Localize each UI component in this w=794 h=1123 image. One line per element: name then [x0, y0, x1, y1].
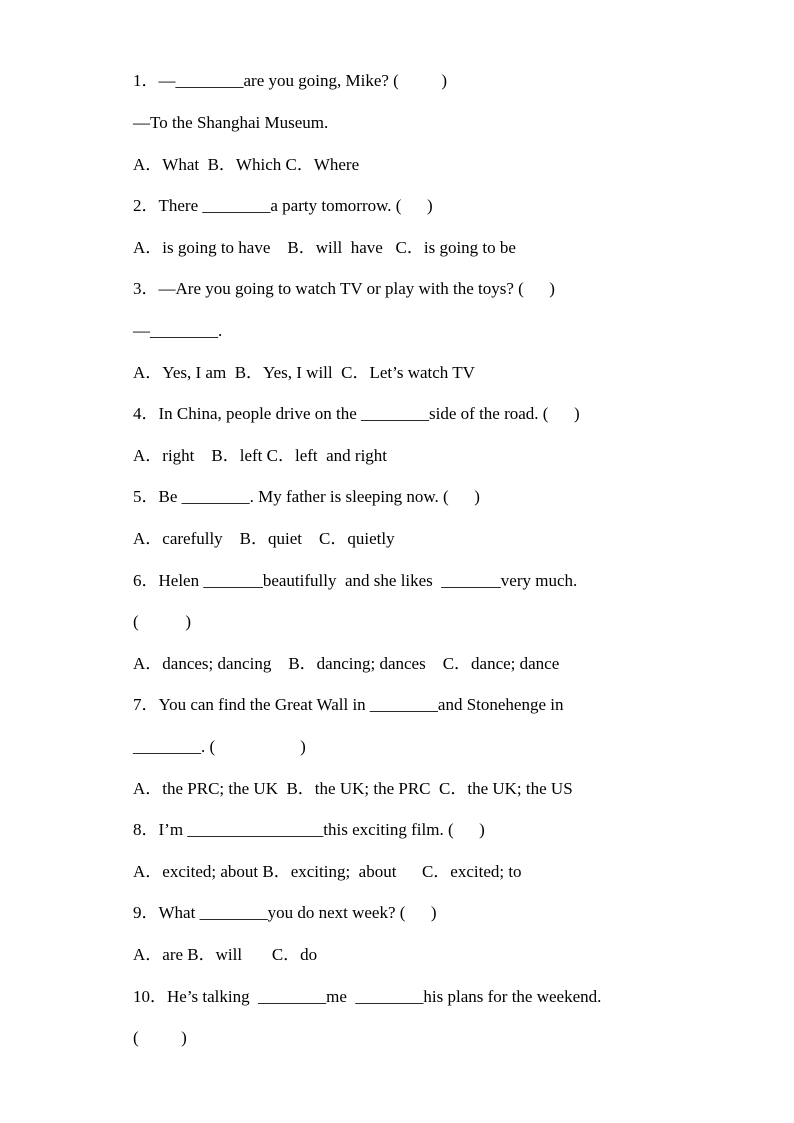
question-9-options: A．are B．will C．do — [133, 945, 318, 964]
question-5-options: A．carefully B．quiet C．quietly — [133, 529, 395, 548]
question-8-options: A．excited; about B．exciting; about C．excited; to — [133, 862, 522, 881]
question-4: 4．In China, people drive on the ________side of the road. ( ) — [133, 404, 580, 423]
question-10: 10．He’s talking ________me ________his plans for the weekend. — [133, 987, 602, 1006]
question-8: 8．I’m ________________this exciting film. ( ) — [133, 820, 485, 839]
question-3-answer: —________. — [133, 321, 223, 340]
question-2: 2．There ________a party tomorrow. ( ) — [133, 196, 433, 215]
question-6: 6．Helen _______beautifully and she likes _______very much. — [133, 571, 578, 590]
question-5: 5．Be ________. My father is sleeping now. ( ) — [133, 487, 480, 506]
question-10-bracket: ( ) — [133, 1028, 187, 1047]
question-7-options: A．the PRC; the UK B．the UK; the PRC C．the UK; the US — [133, 779, 573, 798]
question-1-options: A．What B．Which C．Where — [133, 155, 360, 174]
question-7: 7．You can find the Great Wall in ________and Stonehenge in — [133, 695, 564, 714]
question-6-options: A．dances; dancing B．dancing; dances C．dance; dance — [133, 654, 560, 673]
question-7-continued: ________. ( ) — [133, 737, 306, 756]
question-3-options: A．Yes, I am B．Yes, I will C．Let’s watch TV — [133, 363, 475, 382]
question-9: 9．What ________you do next week? ( ) — [133, 903, 437, 922]
question-1-answer: —To the Shanghai Museum. — [133, 113, 329, 132]
question-3: 3．—Are you going to watch TV or play with the toys? ( ) — [133, 279, 555, 298]
question-2-options: A．is going to have B．will have C．is going to be — [133, 238, 516, 257]
question-6-bracket: ( ) — [133, 612, 192, 631]
question-4-options: A．right B．left C．left and right — [133, 446, 388, 465]
question-1: 1．—________are you going, Mike? ( ) — [133, 71, 447, 90]
